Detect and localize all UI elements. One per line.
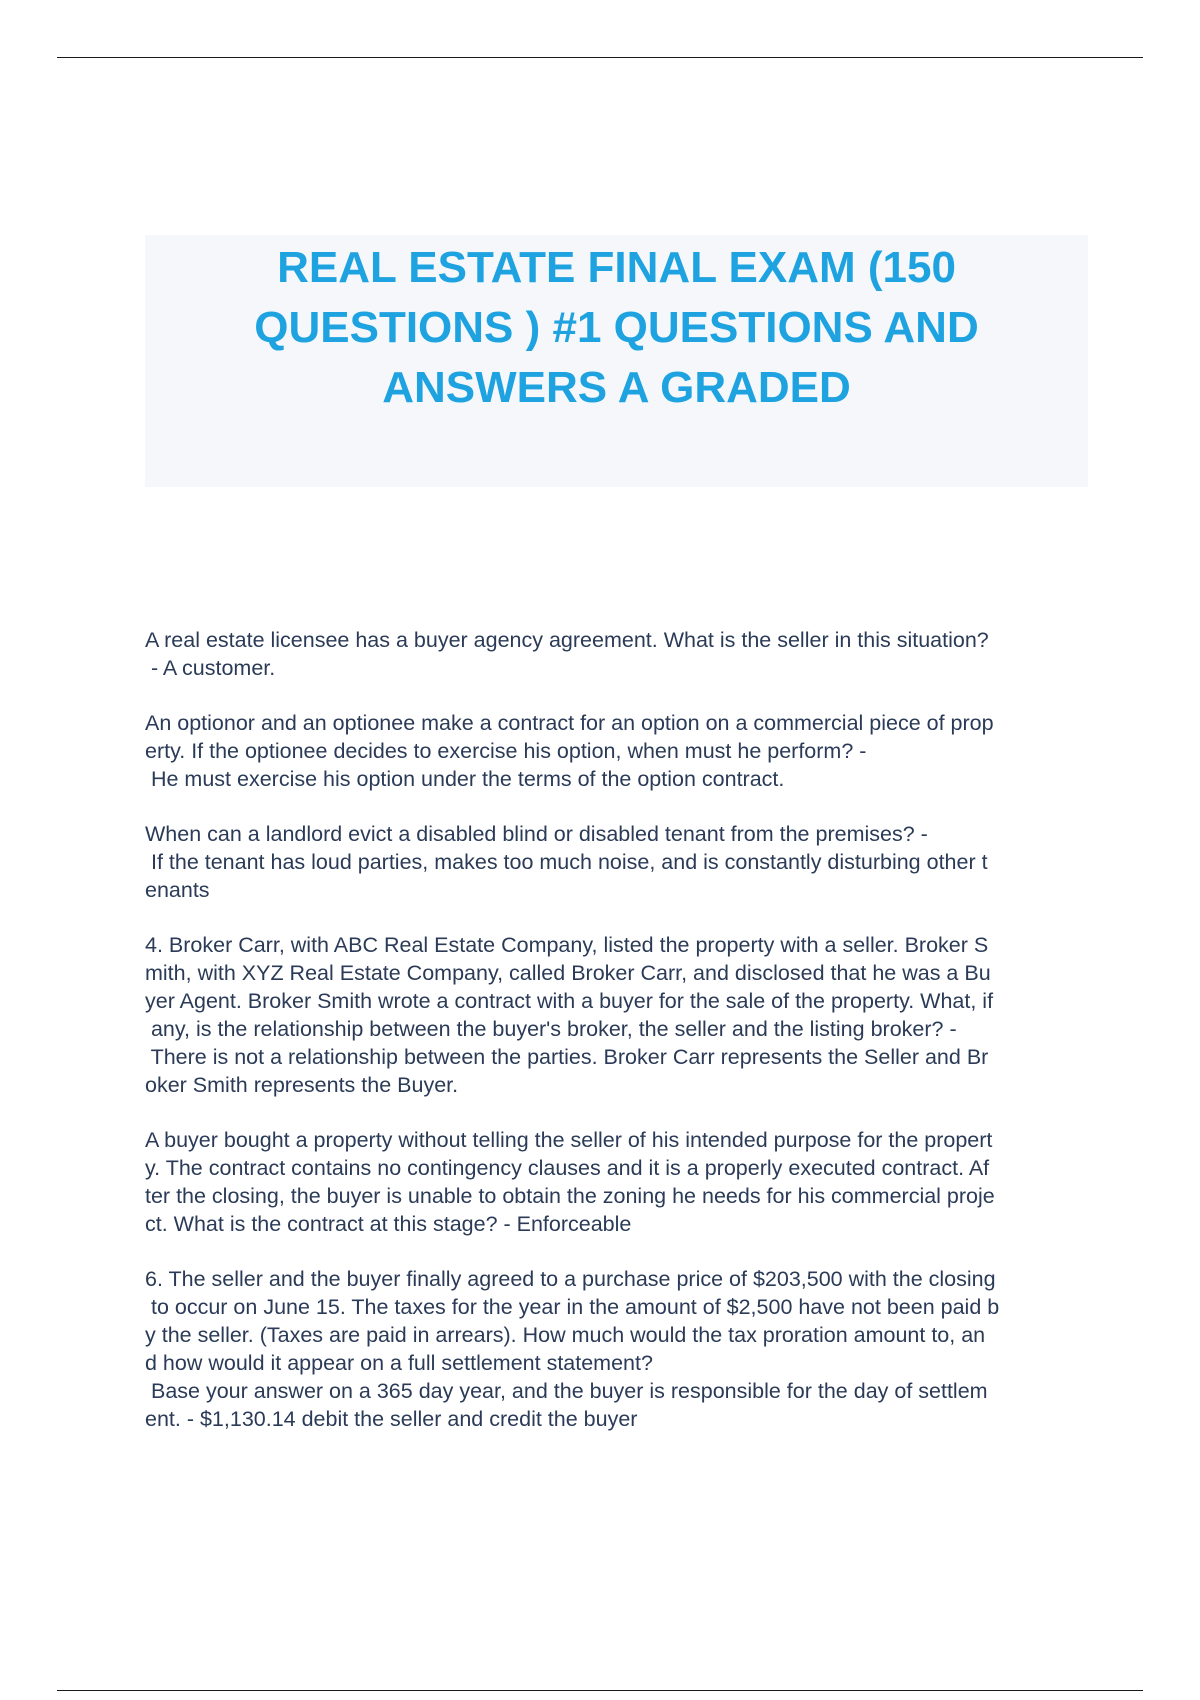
qa-line: When can a landlord evict a disabled blind or disabled tenant from the premises? - bbox=[145, 822, 928, 846]
qa-item-5 bbox=[145, 1126, 1090, 1238]
qa-line: y. The contract contains no contingency clauses and it is a properly executed contract. Af bbox=[145, 1156, 990, 1180]
top-rule bbox=[57, 57, 1143, 58]
qa-line: any, is the relationship between the buyer's broker, the seller and the listing broker? - bbox=[145, 1017, 957, 1041]
qa-line: 4. Broker Carr, with ABC Real Estate Company, listed the property with a seller. Broker S bbox=[145, 933, 989, 957]
qa-line: He must exercise his option under the terms of the option contract. bbox=[145, 767, 785, 791]
qa-line: to occur on June 15. The taxes for the year in the amount of $2,500 have not been paid b bbox=[145, 1295, 1000, 1319]
qa-line: ct. What is the contract at this stage? - Enforceable bbox=[145, 1212, 632, 1236]
bottom-rule bbox=[57, 1690, 1143, 1691]
qa-line: yer Agent. Broker Smith wrote a contract with a buyer for the sale of the property. What, if bbox=[145, 989, 994, 1013]
qa-line: y the seller. (Taxes are paid in arrears). How much would the tax proration amount to, an bbox=[145, 1323, 986, 1347]
document-title bbox=[145, 235, 1088, 418]
title-line-2: QUESTIONS ) #1 QUESTIONS AND bbox=[254, 303, 979, 352]
qa-line: - A customer. bbox=[145, 656, 276, 680]
qa-line: A real estate licensee has a buyer agency agreement. What is the seller in this situation? bbox=[145, 628, 989, 652]
qa-line: enants bbox=[145, 878, 210, 902]
qa-item-4 bbox=[145, 931, 1090, 1099]
qa-line: erty. If the optionee decides to exercise his option, when must he perform? - bbox=[145, 739, 867, 763]
title-line-3: ANSWERS A GRADED bbox=[382, 363, 851, 412]
qa-item-2 bbox=[145, 709, 1090, 793]
qa-line: d how would it appear on a full settlement statement? bbox=[145, 1351, 653, 1375]
qa-line: There is not a relationship between the parties. Broker Carr represents the Seller and Br bbox=[145, 1045, 989, 1069]
qa-list bbox=[145, 626, 1090, 1460]
title-line-1: REAL ESTATE FINAL EXAM (150 bbox=[277, 243, 956, 292]
qa-line: Base your answer on a 365 day year, and the buyer is responsible for the day of settlem bbox=[145, 1379, 988, 1403]
qa-line: 6. The seller and the buyer finally agreed to a purchase price of $203,500 with the closing bbox=[145, 1267, 996, 1291]
qa-line: oker Smith represents the Buyer. bbox=[145, 1073, 459, 1097]
qa-line: A buyer bought a property without telling the seller of his intended purpose for the propert bbox=[145, 1128, 993, 1152]
qa-line: ent. - $1,130.14 debit the seller and credit the buyer bbox=[145, 1407, 638, 1431]
title-banner bbox=[145, 235, 1088, 487]
qa-line: mith, with XYZ Real Estate Company, called Broker Carr, and disclosed that he was a Bu bbox=[145, 961, 991, 985]
qa-line: If the tenant has loud parties, makes too much noise, and is constantly disturbing other t bbox=[145, 850, 988, 874]
qa-item-3 bbox=[145, 820, 1090, 904]
qa-item-1 bbox=[145, 626, 1090, 682]
qa-item-6 bbox=[145, 1265, 1090, 1433]
qa-line: ter the closing, the buyer is unable to obtain the zoning he needs for his commercial proje bbox=[145, 1184, 995, 1208]
qa-line: An optionor and an optionee make a contract for an option on a commercial piece of prop bbox=[145, 711, 994, 735]
